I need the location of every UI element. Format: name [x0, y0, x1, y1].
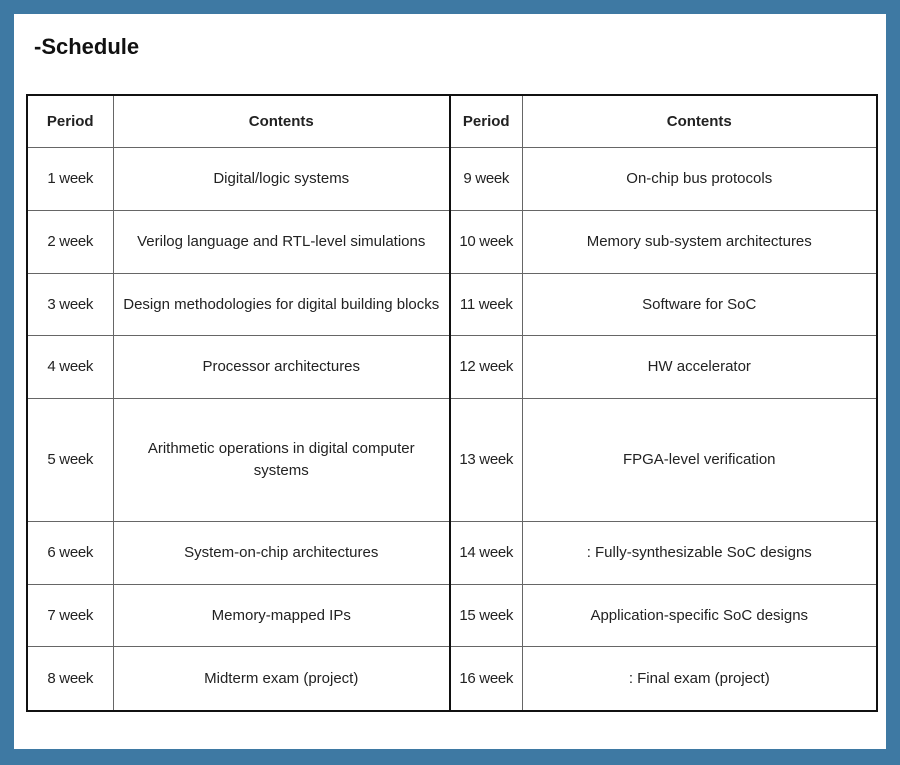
table-row	[27, 584, 877, 647]
contents-cell: : Final exam (project)	[522, 647, 877, 711]
contents-cell: : Fully-synthesizable SoC designs	[522, 521, 877, 584]
column-header-period: Period	[27, 95, 113, 148]
column-header-contents: Contents	[113, 95, 450, 148]
period-cell: 5 week	[27, 399, 113, 522]
period-cell: 10 week	[450, 210, 522, 273]
period-cell: 13 week	[450, 399, 522, 522]
table-row	[27, 273, 877, 336]
contents-cell: Application-specific SoC designs	[522, 584, 877, 647]
table-header-row	[27, 95, 877, 148]
period-cell: 16 week	[450, 647, 522, 711]
period-cell: 14 week	[450, 521, 522, 584]
contents-cell: FPGA-level verification	[522, 399, 877, 522]
period-cell: 1 week	[27, 148, 113, 211]
period-cell: 12 week	[450, 336, 522, 399]
slide-frame	[14, 14, 886, 749]
contents-cell: On-chip bus protocols	[522, 148, 877, 211]
contents-cell: Processor architectures	[113, 336, 450, 399]
contents-cell: Arithmetic operations in digital computer systems	[113, 399, 450, 522]
table-row	[27, 336, 877, 399]
period-cell: 8 week	[27, 647, 113, 711]
contents-cell: Memory sub-system architectures	[522, 210, 877, 273]
contents-cell: Design methodologies for digital building blocks	[113, 273, 450, 336]
contents-cell: Memory-mapped IPs	[113, 584, 450, 647]
period-cell: 3 week	[27, 273, 113, 336]
contents-cell: Digital/logic systems	[113, 148, 450, 211]
table-row	[27, 210, 877, 273]
table-row	[27, 399, 877, 522]
period-cell: 11 week	[450, 273, 522, 336]
contents-cell: System-on-chip architectures	[113, 521, 450, 584]
table-row	[27, 148, 877, 211]
period-cell: 6 week	[27, 521, 113, 584]
table-row	[27, 647, 877, 711]
page-title: -Schedule	[34, 34, 140, 59]
period-cell: 7 week	[27, 584, 113, 647]
table-row	[27, 521, 877, 584]
period-cell: 4 week	[27, 336, 113, 399]
contents-cell: HW accelerator	[522, 336, 877, 399]
period-cell: 9 week	[450, 148, 522, 211]
contents-cell: Software for SoC	[522, 273, 877, 336]
contents-cell: Verilog language and RTL-level simulations	[113, 210, 450, 273]
period-cell: 2 week	[27, 210, 113, 273]
column-header-contents: Contents	[522, 95, 877, 148]
period-cell: 15 week	[450, 584, 522, 647]
contents-cell: Midterm exam (project)	[113, 647, 450, 711]
schedule-table	[26, 94, 878, 712]
column-header-period: Period	[450, 95, 522, 148]
